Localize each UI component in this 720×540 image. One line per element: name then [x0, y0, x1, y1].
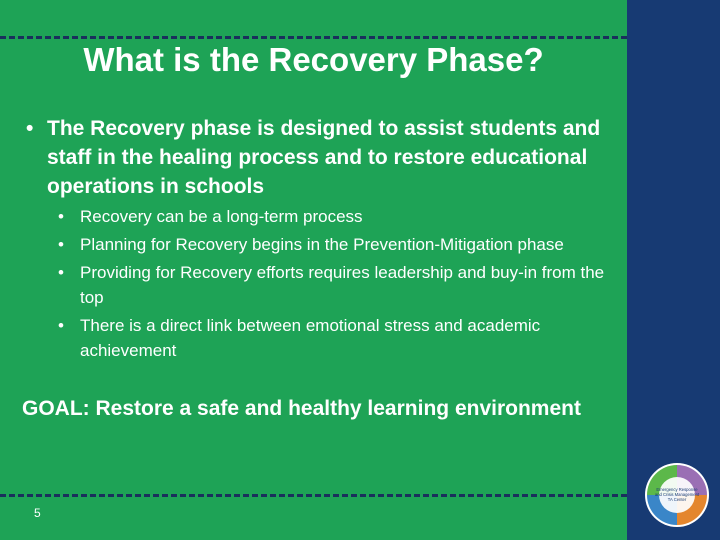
goal-statement: GOAL: Restore a safe and healthy learning environment — [22, 397, 581, 420]
side-panel — [627, 0, 720, 540]
logo-text-line: TA Center — [667, 497, 687, 502]
logo-text-line: and Crisis Management — [654, 492, 700, 497]
main-bullet-list — [22, 114, 622, 201]
ercm-logo-icon — [644, 462, 710, 528]
sub-bullet-text: There is a direct link between emotional stress and academic achievement — [80, 316, 541, 360]
bottom-dashed-divider — [0, 494, 627, 497]
page-number: 5 — [34, 506, 41, 520]
bullet-icon: • — [58, 316, 64, 335]
sub-bullet-item — [58, 313, 618, 363]
slide-title: What is the Recovery Phase? — [83, 41, 544, 78]
main-bullet-text: The Recovery phase is designed to assist students and staff in the healing process and to restore educational operations in schools — [47, 117, 601, 198]
bullet-icon: • — [26, 117, 34, 140]
sub-bullet-text: Recovery can be a long-term process — [80, 207, 363, 226]
main-bullet-item — [22, 114, 622, 201]
sub-bullet-item — [58, 260, 618, 310]
bullet-icon: • — [58, 207, 64, 226]
sub-bullet-item — [58, 204, 618, 229]
sub-bullet-list — [58, 204, 618, 366]
bullet-icon: • — [58, 263, 64, 282]
top-dashed-divider — [0, 36, 627, 39]
sub-bullet-text: Providing for Recovery efforts requires leadership and buy-in from the top — [80, 263, 605, 307]
sub-bullet-text: Planning for Recovery begins in the Prevention-Mitigation phase — [80, 235, 564, 254]
logo-text-line: Emergency Response — [656, 487, 698, 492]
sub-bullet-item — [58, 232, 618, 257]
bullet-icon: • — [58, 235, 64, 254]
